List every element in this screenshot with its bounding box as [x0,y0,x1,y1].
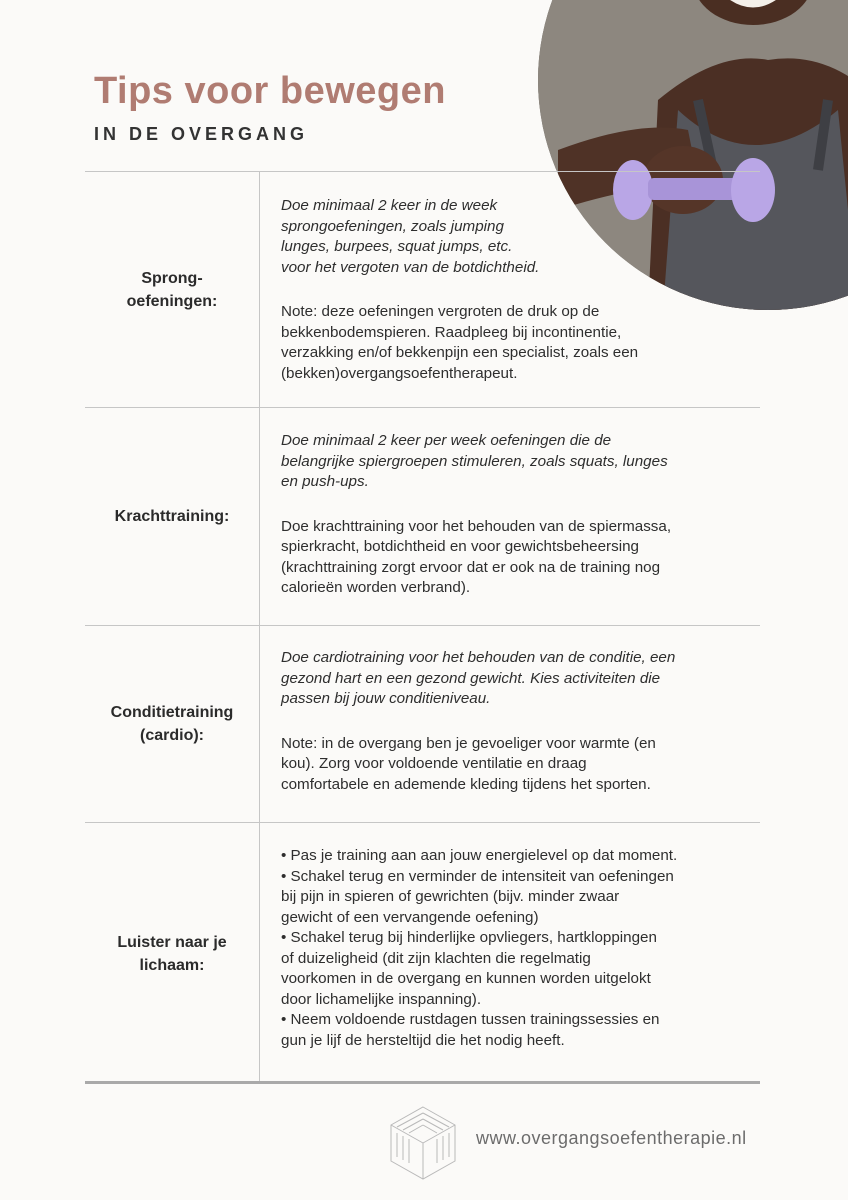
row-intro: Doe cardiotraining voor het behouden van de conditie, een gezond hart en een gezond gewicht. Kies activiteiten die passen bij jouw conditieniveau. [281,649,676,707]
row-body: Doe krachttraining voor het behouden van de spiermassa, spierkracht, botdichtheid en voor gewichtsbeheersing (krachttraining zorgt ervoor dat er ook na de training nog calorieën worden verbrand). [281,517,672,596]
table-row [85,407,760,625]
row-content [260,823,760,1084]
row-body: Note: deze oefeningen vergroten de druk op de bekkenbodemspieren. Raadpleeg bij incontinentie, verzakking en/of bekkenpijn een specialist, zoals een (bekken)overgangsoefentherapeut. [281,303,639,382]
page-title: Tips voor bewegen [94,70,446,112]
row-intro: Doe minimaal 2 keer in de week sprongoefeningen, zoals jumping lunges, burpees, squat jumps, etc. voor het vergoten van de botdichtheid. [281,197,540,276]
row-label: Conditietraining (cardio): [85,626,260,822]
tips-table [85,171,760,1084]
bullet-list [281,846,760,1051]
list-item: bij pijn in spieren of gewrichten (bijv. minder zwaar [281,888,620,905]
list-item: • Neem voldoende rustdagen tussen trainingssessies en [281,1011,660,1028]
list-item: • Pas je training aan aan jouw energielevel op dat moment. [281,847,678,864]
row-intro: Doe minimaal 2 keer per week oefeningen die de belangrijke spiergroepen stimuleren, zoals squats, lunges en push-ups. [281,432,668,490]
footer-divider [85,1081,760,1084]
row-content [260,626,760,822]
row-label: Luister naar je lichaam: [85,823,260,1084]
list-item: • Schakel terug en verminder de intensiteit van oefeningen [281,867,674,885]
list-item: voorkomen in de overgang en kunnen worden uitgelokt [281,970,651,987]
row-body: Note: in de overgang ben je gevoeliger voor warmte (en kou). Zorg voor voldoende ventilatie en draag comfortabele en ademende kleding tijdens het sporten. [281,734,656,793]
list-item: • Schakel terug bij hinderlijke opvliegers, hartkloppingen [281,929,657,946]
table-row [85,171,760,407]
list-item: gewicht of een vervangende oefening) [281,908,539,926]
table-row [85,625,760,822]
row-label: Sprong- oefeningen: [85,172,260,407]
table-row [85,822,760,1084]
page-subtitle: IN DE OVERGANG [94,124,309,144]
row-content [260,172,760,407]
list-item: of duizeligheid (dit zijn klachten die regelmatig [281,949,591,967]
cube-logo-icon [388,1105,458,1186]
website-link[interactable]: www.overgangsoefentherapie.nl [476,1128,747,1148]
list-item: door lichamelijke inspanning). [281,990,482,1008]
list-item: gun je lijf de hersteltijd die het nodig heeft. [281,1031,565,1049]
row-content [260,408,760,625]
row-label: Krachttraining: [85,408,260,625]
